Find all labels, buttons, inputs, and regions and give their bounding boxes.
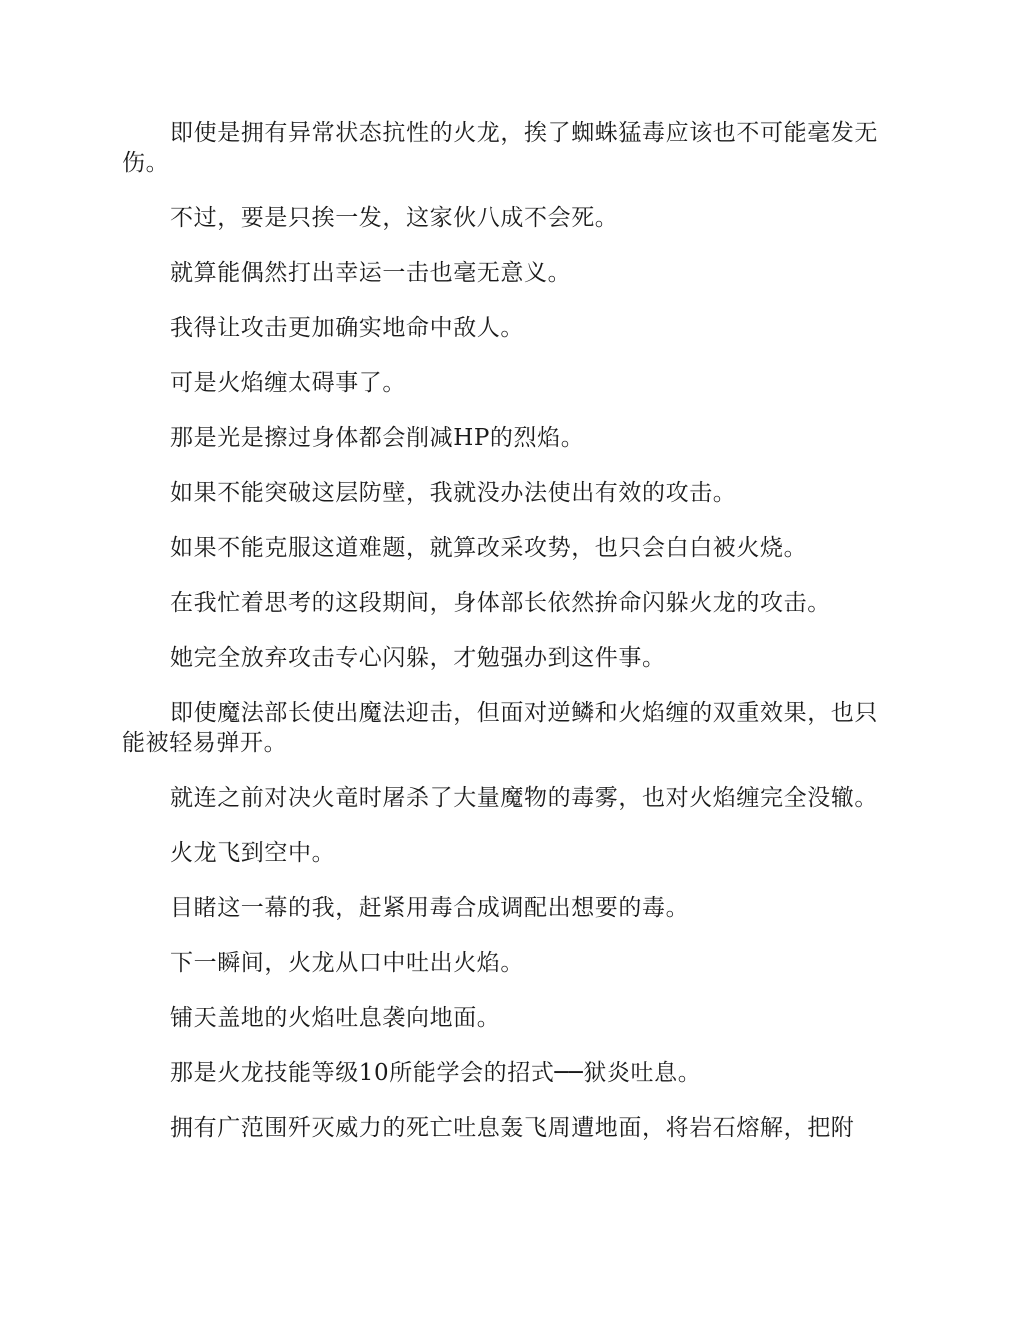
paragraph: 我得让攻击更加确实地命中敌人。: [170, 315, 524, 341]
paragraph: 就算能偶然打出幸运一击也毫无意义。: [170, 260, 572, 286]
paragraph: 那是火龙技能等级10所能学会的招式──狱炎吐息。: [170, 1060, 702, 1086]
paragraph: 拥有广范围歼灭威力的死亡吐息轰飞周遭地面，将岩石熔解，把附: [170, 1115, 855, 1141]
paragraph: 下一瞬间，火龙从口中吐出火焰。: [170, 950, 524, 976]
paragraph: 火龙飞到空中。: [170, 840, 336, 866]
paragraph: 即使魔法部长使出魔法迎击，但面对逆鳞和火焰缠的双重效果，也只能被轻易弹开。: [122, 700, 878, 756]
paragraph: 如果不能突破这层防壁，我就没办法使出有效的攻击。: [170, 480, 737, 506]
paragraph: 目睹这一幕的我，赶紧用毒合成调配出想要的毒。: [170, 895, 690, 921]
paragraph: 铺天盖地的火焰吐息袭向地面。: [170, 1005, 501, 1031]
paragraph: 那是光是擦过身体都会削减HP的烈焰。: [170, 425, 585, 451]
paragraph: 就连之前对决火竜时屠杀了大量魔物的毒雾，也对火焰缠完全没辙。: [170, 785, 878, 811]
paragraph: 如果不能克服这道难题，就算改采攻势，也只会白白被火烧。: [170, 535, 808, 561]
paragraph: 在我忙着思考的这段期间，身体部长依然拚命闪躲火龙的攻击。: [170, 590, 831, 616]
paragraph: 她完全放弃攻击专心闪躲，才勉强办到这件事。: [170, 645, 666, 671]
document-page: [122, 118, 898, 1168]
paragraph: 不过，要是只挨一发，这家伙八成不会死。: [170, 205, 619, 231]
paragraph: 可是火焰缠太碍事了。: [170, 370, 406, 396]
paragraph: 即使是拥有异常状态抗性的火龙，挨了蜘蛛猛毒应该也不可能毫发无伤。: [122, 120, 878, 176]
